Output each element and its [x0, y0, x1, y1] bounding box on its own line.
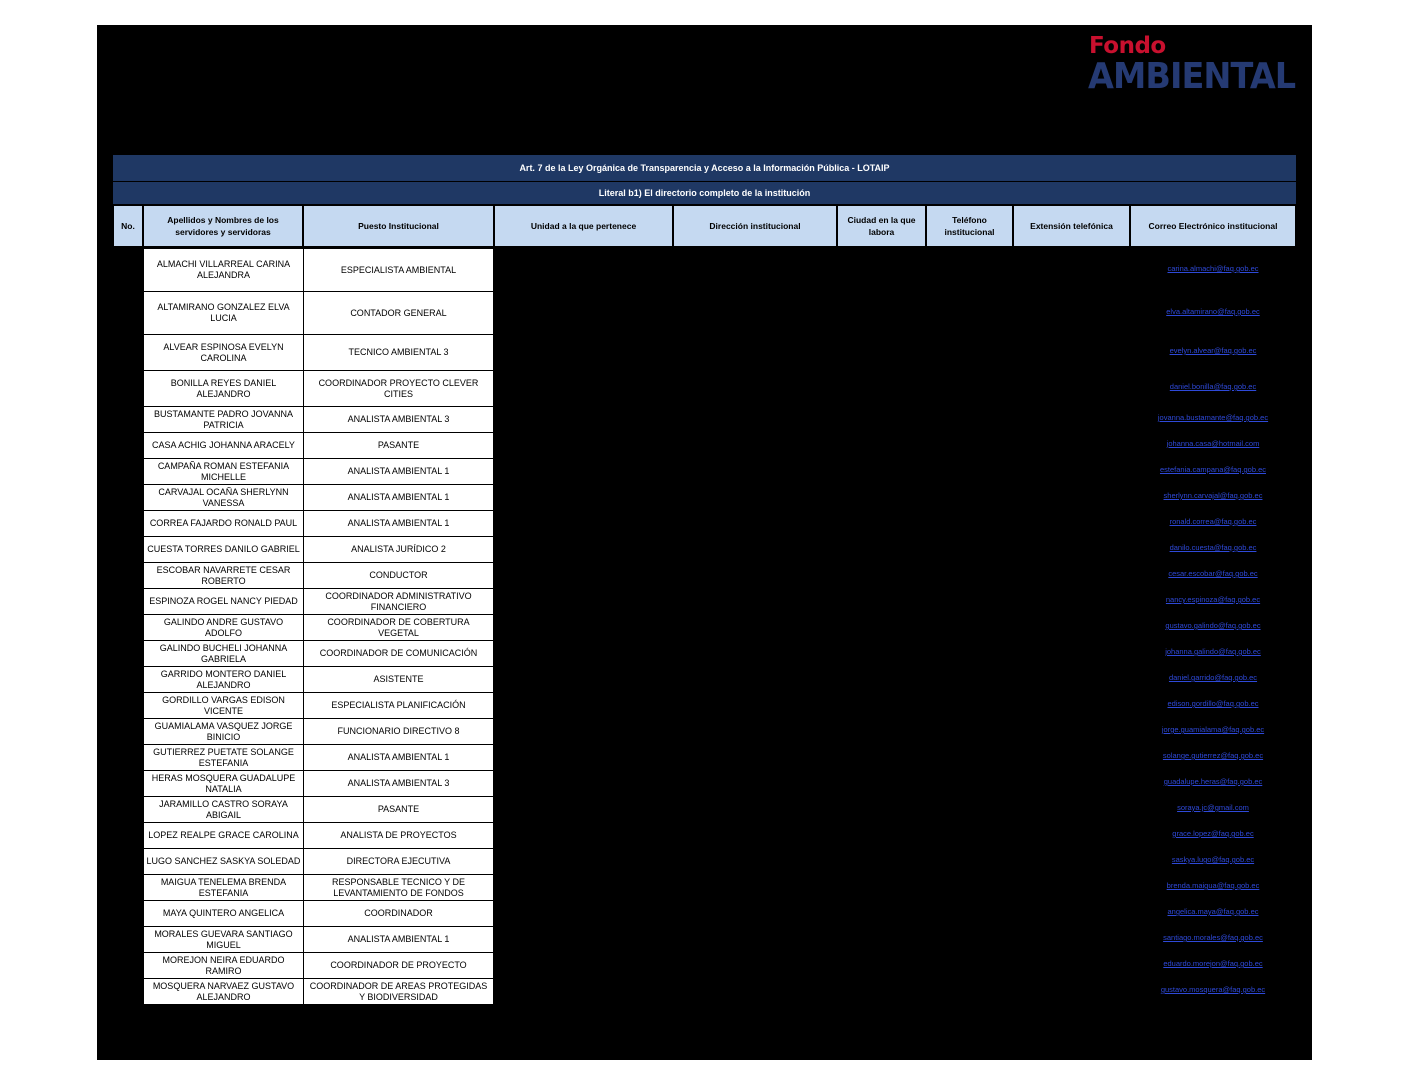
staff-name-cell: CUESTA TORRES DANILO GABRIEL	[143, 536, 304, 563]
staff-name-cell: CORREA FAJARDO RONALD PAUL	[143, 510, 304, 537]
col-header-address: Dirección institucional	[673, 205, 837, 247]
staff-name-cell: MOREJON NEIRA EDUARDO RAMIRO	[143, 952, 304, 979]
staff-email-link[interactable]: daniel.bonilla@faq.gob.ec	[1169, 382, 1257, 391]
staff-position-cell: FUNCIONARIO DIRECTIVO 8	[303, 718, 494, 745]
staff-position-cell: ANALISTA AMBIENTAL 1	[303, 484, 494, 511]
staff-position-cell: ANALISTA AMBIENTAL 1	[303, 926, 494, 953]
logo-line-1: Fondo	[1089, 33, 1166, 59]
staff-email-link[interactable]: johanna.galindo@faq.gob.ec	[1165, 647, 1261, 656]
staff-name-cell: GALINDO BUCHELI JOHANNA GABRIELA	[143, 640, 304, 667]
col-header-extension: Extensión telefónica	[1013, 205, 1130, 247]
staff-email-link[interactable]: nancy.espinoza@faq.gob.ec	[1165, 595, 1261, 604]
staff-position-cell: COORDINADOR PROYECTO CLEVER CITIES	[303, 370, 494, 407]
col-header-phone: Teléfono institucional	[926, 205, 1013, 247]
staff-name-cell: LUGO SANCHEZ SASKYA SOLEDAD	[143, 848, 304, 875]
staff-position-cell: CONDUCTOR	[303, 562, 494, 589]
staff-name-cell: GALINDO ANDRE GUSTAVO ADOLFO	[143, 614, 304, 641]
staff-email-link[interactable]: ronald.correa@faq.gob.ec	[1169, 517, 1257, 526]
col-header-no: No.	[113, 205, 143, 247]
staff-position-cell: COORDINADOR DE AREAS PROTEGIDAS Y BIODIVERSIDAD	[303, 978, 494, 1005]
staff-email-link[interactable]: gustavo.mosquera@faq.gob.ec	[1160, 985, 1266, 994]
staff-email-link[interactable]: johanna.casa@hotmail.com	[1166, 439, 1260, 448]
staff-name-cell: CAMPAÑA ROMAN ESTEFANIA MICHELLE	[143, 458, 304, 485]
staff-name-cell: ALTAMIRANO GONZALEZ ELVA LUCIA	[143, 291, 304, 335]
staff-name-cell: ESPINOZA ROGEL NANCY PIEDAD	[143, 588, 304, 615]
staff-name-cell: MORALES GUEVARA SANTIAGO MIGUEL	[143, 926, 304, 953]
col-header-city: Ciudad en la que labora	[837, 205, 926, 247]
staff-name-cell: LOPEZ REALPE GRACE CAROLINA	[143, 822, 304, 849]
staff-position-cell: ESPECIALISTA AMBIENTAL	[303, 248, 494, 292]
staff-position-cell: ESPECIALISTA PLANIFICACIÓN	[303, 692, 494, 719]
col-header-position: Puesto Institucional	[303, 205, 494, 247]
staff-name-cell: BONILLA REYES DANIEL ALEJANDRO	[143, 370, 304, 407]
staff-name-cell: JARAMILLO CASTRO SORAYA ABIGAIL	[143, 796, 304, 823]
staff-email-link[interactable]: elva.altamirano@faq.gob.ec	[1166, 307, 1260, 316]
staff-position-cell: ANALISTA AMBIENTAL 1	[303, 510, 494, 537]
staff-email-link[interactable]: guadalupe.heras@faq.gob.ec	[1163, 777, 1263, 786]
staff-position-cell: ANALISTA DE PROYECTOS	[303, 822, 494, 849]
staff-email-link[interactable]: saskya.lugo@faq.gob.ec	[1171, 855, 1255, 864]
staff-name-cell: CARVAJAL OCAÑA SHERLYNN VANESSA	[143, 484, 304, 511]
staff-name-cell: CASA ACHIG JOHANNA ARACELY	[143, 432, 304, 459]
staff-position-cell: COORDINADOR DE COBERTURA VEGETAL	[303, 614, 494, 641]
logo-line-2: AMBIENTAL	[1088, 56, 1296, 97]
staff-position-cell: RESPONSABLE TECNICO Y DE LEVANTAMIENTO DE FONDOS	[303, 874, 494, 901]
staff-position-cell: ANALISTA AMBIENTAL 3	[303, 406, 494, 433]
table-subtitle: Literal b1) El directorio completo de la institución	[113, 182, 1296, 204]
staff-position-cell: ASISTENTE	[303, 666, 494, 693]
staff-email-link[interactable]: carina.almachi@faq.gob.ec	[1167, 264, 1259, 273]
staff-name-cell: GUAMIALAMA VASQUEZ JORGE BINICIO	[143, 718, 304, 745]
staff-email-link[interactable]: solange.gutierrez@faq.gob.ec	[1162, 751, 1264, 760]
staff-name-cell: HERAS MOSQUERA GUADALUPE NATALIA	[143, 770, 304, 797]
staff-email-link[interactable]: evelyn.alvear@faq.gob.ec	[1169, 346, 1257, 355]
staff-position-cell: ANALISTA AMBIENTAL 1	[303, 744, 494, 771]
staff-position-cell: TECNICO AMBIENTAL 3	[303, 334, 494, 371]
table-header	[113, 205, 1296, 247]
staff-name-cell: ALMACHI VILLARREAL CARINA ALEJANDRA	[143, 248, 304, 292]
staff-name-cell: BUSTAMANTE PADRO JOVANNA PATRICIA	[143, 406, 304, 433]
staff-position-cell: ANALISTA JURÍDICO 2	[303, 536, 494, 563]
col-header-email: Correo Electrónico institucional	[1130, 205, 1296, 247]
staff-name-cell: GUTIERREZ PUETATE SOLANGE ESTEFANIA	[143, 744, 304, 771]
staff-position-cell: COORDINADOR DE COMUNICACIÓN	[303, 640, 494, 667]
staff-email-link[interactable]: estefania.campana@faq.gob.ec	[1159, 465, 1267, 474]
staff-position-cell: ANALISTA AMBIENTAL 3	[303, 770, 494, 797]
staff-email-link[interactable]: santiago.morales@faq.gob.ec	[1163, 933, 1263, 942]
staff-position-cell: ANALISTA AMBIENTAL 1	[303, 458, 494, 485]
staff-position-cell: PASANTE	[303, 796, 494, 823]
staff-name-cell: ESCOBAR NAVARRETE CESAR ROBERTO	[143, 562, 304, 589]
staff-email-link[interactable]: gustavo.galindo@faq.gob.ec	[1165, 621, 1261, 630]
staff-email-link[interactable]: danilo.cuesta@faq.gob.ec	[1169, 543, 1257, 552]
staff-email-link[interactable]: jovanna.bustamante@faq.gob.ec	[1157, 413, 1269, 422]
staff-position-cell: DIRECTORA EJECUTIVA	[303, 848, 494, 875]
col-header-name: Apellidos y Nombres de los servidores y servidoras	[143, 205, 303, 247]
staff-name-cell: MAYA QUINTERO ANGELICA	[143, 900, 304, 927]
staff-position-cell: COORDINADOR	[303, 900, 494, 927]
staff-email-link[interactable]: angelica.maya@faq.gob.ec	[1167, 907, 1259, 916]
staff-email-link[interactable]: eduardo.morejon@faq.gob.ec	[1163, 959, 1263, 968]
table-title: Art. 7 de la Ley Orgánica de Transparencia y Acceso a la Información Pública - LOTAIP	[113, 155, 1296, 181]
staff-email-link[interactable]: cesar.escobar@faq.gob.ec	[1168, 569, 1258, 578]
fondo-ambiental-logo	[1088, 33, 1308, 97]
staff-position-cell: COORDINADOR ADMINISTRATIVO FINANCIERO	[303, 588, 494, 615]
staff-name-cell: GORDILLO VARGAS EDISON VICENTE	[143, 692, 304, 719]
staff-name-cell: ALVEAR ESPINOSA EVELYN CAROLINA	[143, 334, 304, 371]
staff-email-link[interactable]: brenda.maigua@faq.gob.ec	[1166, 881, 1260, 890]
staff-position-cell: PASANTE	[303, 432, 494, 459]
staff-name-cell: MAIGUA TENELEMA BRENDA ESTEFANIA	[143, 874, 304, 901]
staff-email-link[interactable]: daniel.garrido@faq.gob.ec	[1168, 673, 1258, 682]
staff-name-cell: MOSQUERA NARVAEZ GUSTAVO ALEJANDRO	[143, 978, 304, 1005]
staff-email-link[interactable]: edison.gordillo@faq.gob.ec	[1167, 699, 1259, 708]
staff-email-link[interactable]: jorge.guamialama@faq.gob.ec	[1161, 725, 1265, 734]
staff-email-link[interactable]: sherlynn.carvajal@faq.gob.ec	[1163, 491, 1263, 500]
staff-email-link[interactable]: soraya.jc@gmail.com	[1177, 803, 1249, 812]
staff-name-cell: GARRIDO MONTERO DANIEL ALEJANDRO	[143, 666, 304, 693]
staff-position-cell: CONTADOR GENERAL	[303, 291, 494, 335]
staff-position-cell: COORDINADOR DE PROYECTO	[303, 952, 494, 979]
col-header-unit: Unidad a la que pertenece	[494, 205, 673, 247]
staff-email-link[interactable]: grace.lopez@faq.gob.ec	[1172, 829, 1254, 838]
